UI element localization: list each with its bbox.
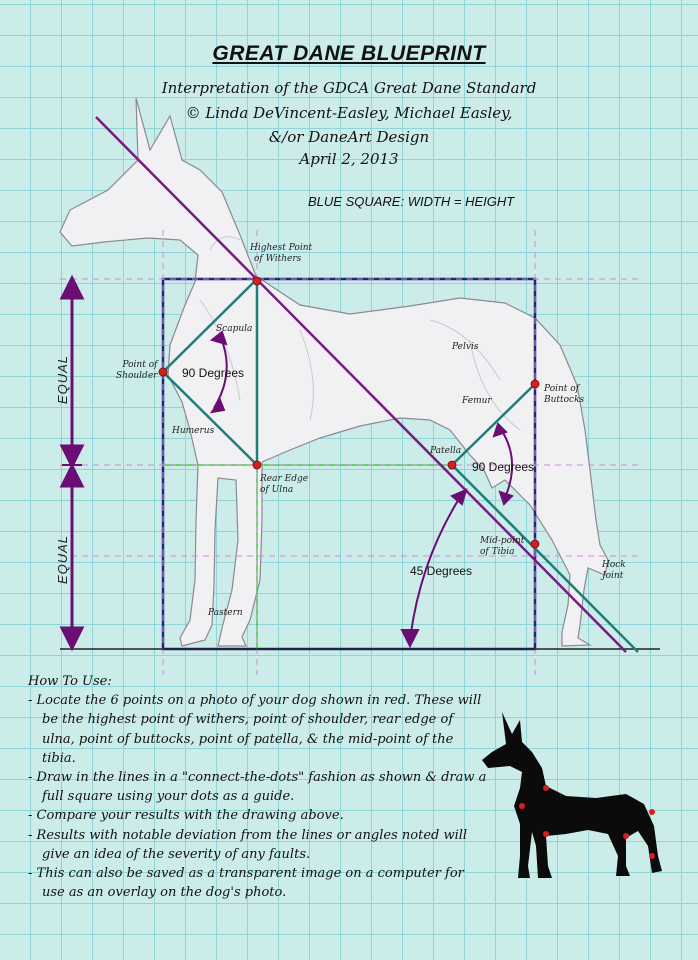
square-note: BLUE SQUARE: WIDTH = HEIGHT	[308, 194, 515, 209]
how-to-item: - Locate the 6 points on a photo of your dog shown in red. These will be the highest point of withers, point of shoulder, rear edge of ulna, point of buttocks, point of patella, & the mid-point of the tibia.	[28, 691, 488, 768]
label-pastern: Pastern	[208, 608, 243, 618]
label-buttocks: Point of Buttocks	[544, 384, 585, 405]
angle-slope: 45 Degrees	[410, 564, 473, 578]
how-to-item: - Results with notable deviation from the lines or angles noted will give an idea of the severity of any faults.	[28, 826, 488, 864]
subtitle-copyright: © Linda DeVincent-Easley, Michael Easley,	[185, 104, 513, 122]
how-to-item: - This can also be saved as a transparent image on a computer for use as an overlay on the dog's photo.	[28, 864, 488, 902]
point-patella	[448, 461, 456, 469]
angle-rear: 90 Degrees	[472, 460, 535, 474]
label-shoulder: Point of Shoulder	[116, 360, 158, 381]
label-patella: Patella	[430, 446, 462, 456]
label-withers: Highest Point of Withers	[250, 243, 313, 264]
how-to-section	[28, 672, 488, 902]
how-to-heading: How To Use:	[28, 674, 112, 689]
label-ulna: Rear Edge of Ulna	[260, 474, 309, 495]
angle-front: 90 Degrees	[182, 366, 245, 380]
point-ulna	[253, 461, 261, 469]
label-humerus: Humerus	[172, 426, 215, 436]
equal-arrows	[62, 278, 82, 648]
equal-label-upper: EQUAL	[55, 354, 71, 405]
label-pelvis: Pelvis	[452, 342, 479, 352]
label-femur: Femur	[462, 396, 492, 406]
point-tibia	[531, 540, 539, 548]
label-scapula: Scapula	[216, 324, 253, 334]
black-dog-illustration	[476, 706, 676, 886]
page-title: GREAT DANE BLUEPRINT	[212, 42, 486, 65]
subtitle-daneart: &/or DaneArt Design	[268, 128, 430, 146]
equal-label-lower: EQUAL	[55, 534, 71, 585]
point-withers	[253, 277, 261, 285]
how-to-item: - Draw in the lines in a "connect-the-dots" fashion as shown & draw a full square using your dots as a guide.	[28, 768, 488, 806]
point-buttocks	[531, 380, 539, 388]
subtitle-standard: Interpretation of the GDCA Great Dane Standard	[161, 79, 537, 97]
label-hock: Hock Joint	[602, 560, 626, 581]
label-tibia: Mid-point of Tibia	[480, 536, 525, 557]
subtitle-date: April 2, 2013	[299, 150, 399, 168]
point-shoulder	[159, 368, 167, 376]
how-to-item: - Compare your results with the drawing above.	[28, 806, 488, 825]
